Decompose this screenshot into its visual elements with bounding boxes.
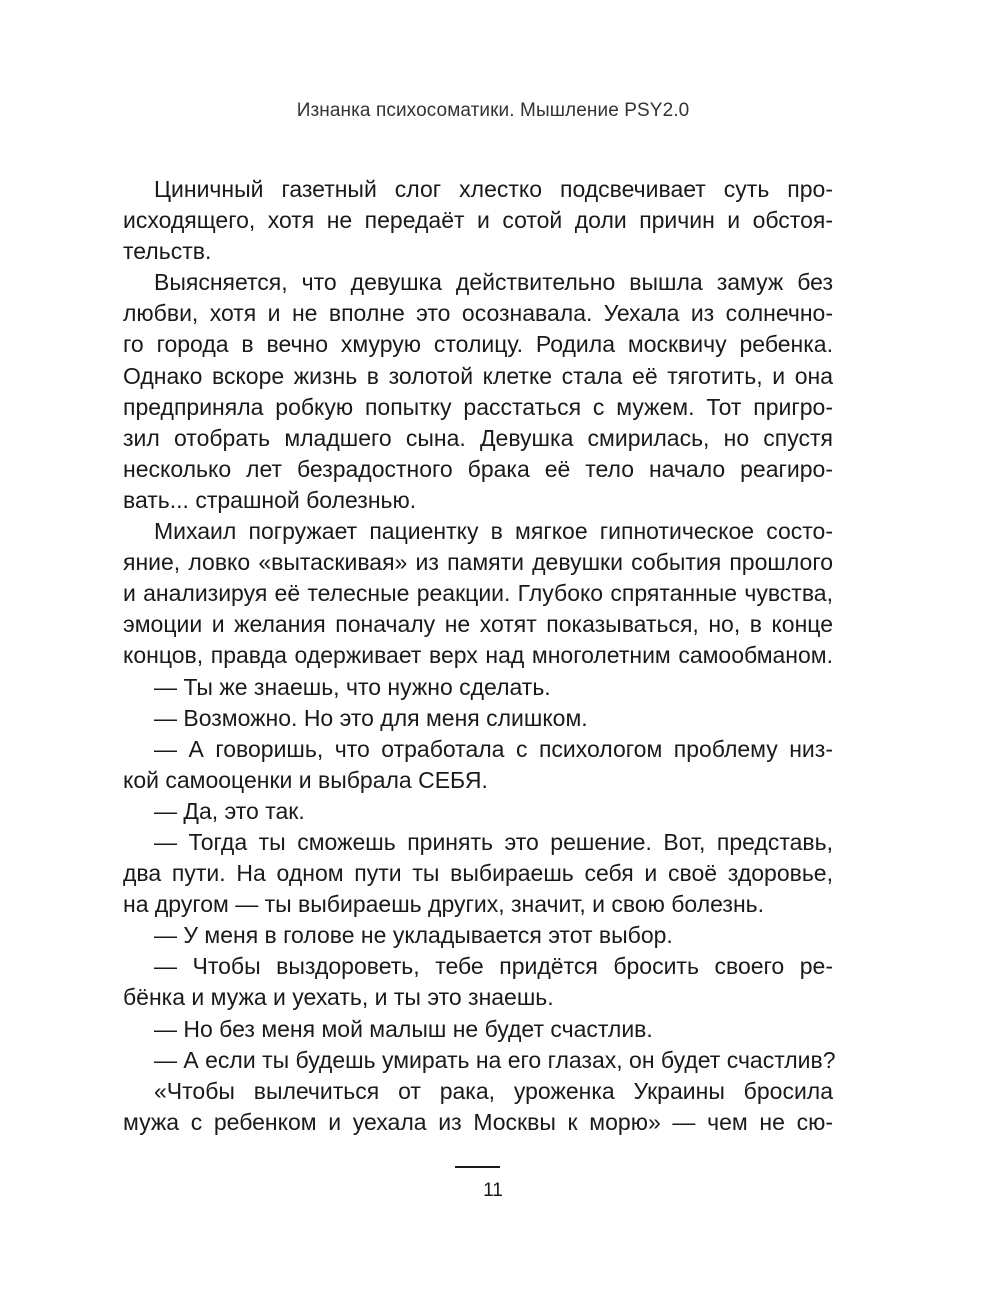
text-line: го города в вечно хмурую столицу. Родила москвичу ребенка. <box>123 331 833 358</box>
text-line: — Тогда ты сможешь принять это решение. Вот, представь, <box>154 828 833 855</box>
page-number: 11 <box>483 1180 503 1201</box>
text-line: «Чтобы вылечиться от рака, уроженка Украины бросила <box>154 1077 833 1104</box>
text-line: — Ты же знаешь, что нужно сделать. <box>154 673 551 700</box>
text-line: тельств. <box>123 238 212 265</box>
text-line: Однако вскоре жизнь в золотой клетке стала её тяготить, и она <box>123 362 833 389</box>
body-text <box>123 174 836 1138</box>
text-line: Михаил погружает пациентку в мягкое гипнотическое состо- <box>154 518 833 545</box>
text-line: — А говоришь, что отработала с психологом проблему низ- <box>154 735 833 762</box>
text-line: кой самооценки и выбрала СЕБЯ. <box>123 766 488 793</box>
text-line: любви, хотя и не вполне это осознавала. Уехала из солнечно- <box>123 300 833 327</box>
text-line: — Но без меня мой малыш не будет счастлив. <box>154 1015 653 1042</box>
text-line: — У меня в голове не укладывается этот выбор. <box>154 922 673 949</box>
text-line: на другом — ты выбираешь других, значит, и свою болезнь. <box>123 891 765 918</box>
text-line: эмоции и желания поначалу не хотят показываться, но, в конце <box>123 611 833 638</box>
text-line: — А если ты будешь умирать на его глазах, он будет счастлив? <box>154 1046 836 1073</box>
text-line: Циничный газетный слог хлестко подсвечивает суть про- <box>154 176 833 202</box>
text-line: яние, ловко «вытаскивая» из памяти девушки события прошлого <box>123 549 833 576</box>
text-line: бёнка и мужа и уехать, и ты это знаешь. <box>123 984 554 1011</box>
text-line: — Да, это так. <box>154 797 305 824</box>
text-line: два пути. На одном пути ты выбираешь себя и своё здоровье, <box>123 860 833 887</box>
text-line: вать... страшной болезнью. <box>123 486 417 513</box>
text-line: мужа с ребенком и уехала из Москвы к морю» — чем не сю- <box>123 1108 833 1135</box>
text-line: исходящего, хотя не передаёт и сотой доли причин и обстоя- <box>123 207 833 234</box>
text-line: зил отобрать младшего сына. Девушка смирилась, но спустя <box>123 424 833 451</box>
text-line: и анализируя её телесные реакции. Глубоко спрятанные чувства, <box>123 580 833 607</box>
text-line: несколько лет безрадостного брака её тело начало реагиро- <box>123 455 833 482</box>
text-line: Выясняется, что девушка действительно вышла замуж без <box>154 269 833 296</box>
page-number-rule <box>455 1166 500 1168</box>
text-line: — Чтобы выздороветь, тебе придётся бросить своего ре- <box>154 953 833 980</box>
text-line: предприняла робкую попытку расстаться с мужем. Тот пригро- <box>123 393 833 420</box>
running-header: Изнанка психосоматики. Мышление PSY2.0 <box>296 100 690 121</box>
text-line: концов, правда одерживает верх над многолетним самообманом. <box>123 642 833 669</box>
text-line: — Возможно. Но это для меня слишком. <box>154 704 588 731</box>
